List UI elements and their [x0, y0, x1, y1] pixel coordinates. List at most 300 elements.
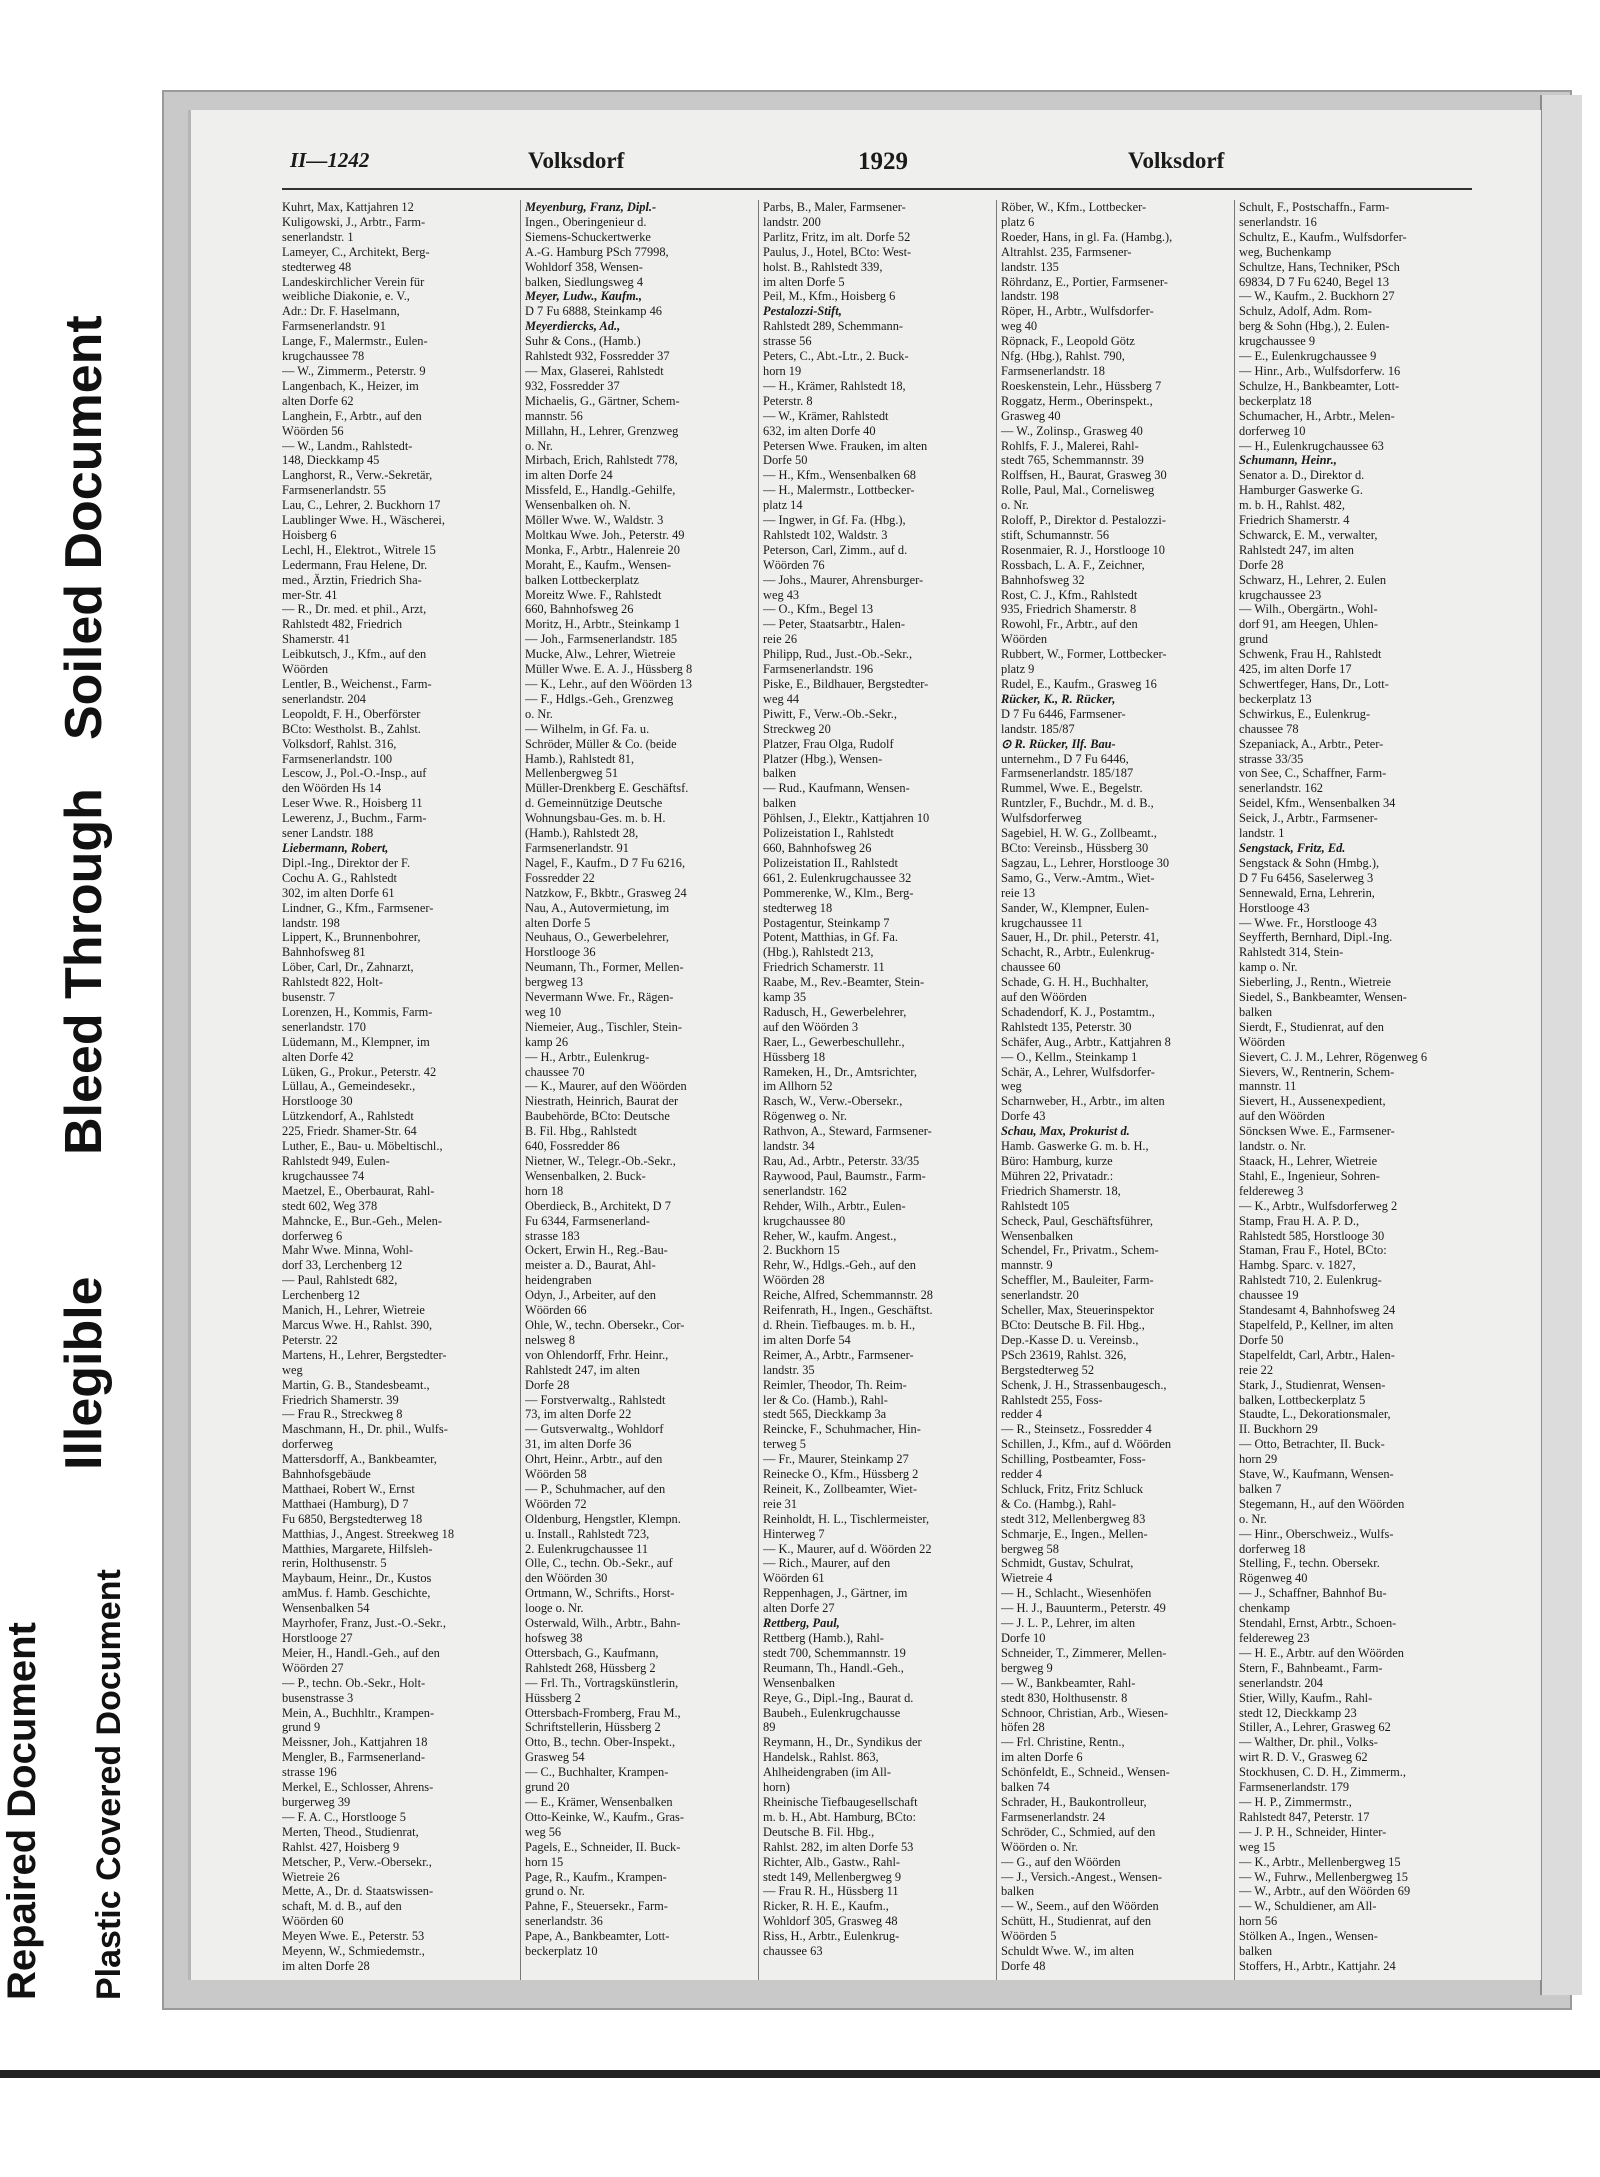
- directory-line: Lippert, K., Brunnenbohrer,: [282, 930, 421, 945]
- directory-line: — Wwe. Fr., Horstlooge 43: [1239, 915, 1377, 930]
- directory-line: Pahne, F., Steuersekr., Farm-: [525, 1899, 668, 1914]
- directory-line: Reppenhagen, J., Gärtner, im: [763, 1586, 908, 1601]
- directory-line: Stendahl, Ernst, Arbtr., Schoen-: [1239, 1616, 1397, 1631]
- directory-line: Richter, Alb., Gastw., Rahl-: [763, 1854, 901, 1869]
- directory-line: Wöörden 27: [282, 1660, 344, 1675]
- directory-line: senerlandstr. 204: [1239, 1675, 1323, 1690]
- directory-line: Wöörden: [1001, 632, 1048, 647]
- directory-line: im alten Dorfe 28: [282, 1958, 370, 1973]
- directory-line: Stahl, E., Ingenieur, Sohren-: [1239, 1168, 1380, 1183]
- directory-line: horn 29: [1239, 1452, 1278, 1467]
- directory-line: Reumann, Th., Handl.-Geh.,: [763, 1660, 904, 1675]
- directory-line: Piske, E., Bildhauer, Bergstedter-: [763, 677, 929, 691]
- directory-line: — G., auf den Wöörden: [1001, 1854, 1121, 1869]
- directory-line: feldereweg 3: [1239, 1183, 1304, 1198]
- directory-line: wirt R. D. V., Grasweg 62: [1239, 1750, 1368, 1765]
- directory-line: landstr. o. Nr.: [1239, 1139, 1307, 1154]
- directory-line: senerlandstr. 36: [525, 1914, 603, 1929]
- repaired-document-label: Repaired Document: [0, 1622, 44, 2000]
- directory-line: senerlandstr. 162: [1239, 781, 1323, 796]
- directory-line: Wöörden 66: [525, 1303, 587, 1318]
- directory-line: Schmarje, E., Ingen., Mellen-: [1001, 1526, 1148, 1541]
- directory-line: dorferweg 6: [282, 1228, 343, 1243]
- directory-line: Müller-Drenkberg E. Geschäftsf.: [525, 781, 689, 796]
- directory-line: — W., Landm., Rahlstedt-: [282, 438, 413, 453]
- directory-line: Scheller, Max, Steuerinspektor: [1001, 1303, 1154, 1318]
- directory-line: o. Nr.: [525, 438, 553, 453]
- directory-line: — Forstverwaltg., Rahlstedt: [525, 1392, 666, 1407]
- directory-line: Sagzau, L., Lehrer, Horstlooge 30: [1001, 855, 1170, 870]
- directory-line: Wulfsdorferweg: [1001, 811, 1082, 826]
- directory-line: Fossredder 22: [525, 870, 595, 885]
- directory-line: Reymann, H., Dr., Syndikus der: [763, 1735, 922, 1750]
- directory-line: — J., Schaffner, Bahnhof Bu-: [1239, 1586, 1387, 1601]
- directory-line: Wohldorf 305, Grasweg 48: [763, 1914, 898, 1929]
- directory-line: — H., Arbtr., Eulenkrug-: [525, 1049, 650, 1064]
- directory-line: landstr. 185/87: [1001, 721, 1075, 736]
- directory-line: Wöörden 72: [525, 1496, 587, 1511]
- directory-line: Niemeier, Aug., Tischler, Stein-: [525, 1019, 682, 1034]
- directory-line: Hamburger Gaswerke G.: [1239, 483, 1363, 498]
- directory-line: Rudel, E., Kaufm., Grasweg 16: [1001, 677, 1157, 691]
- directory-line: stedt 149, Mellenbergweg 9: [763, 1869, 902, 1884]
- directory-line: Rowohl, Fr., Arbtr., auf den: [1001, 617, 1138, 632]
- directory-line: Nagel, F., Kaufm., D 7 Fu 6216,: [525, 855, 686, 870]
- directory-line: & Co. (Hambg.), Rahl-: [1001, 1496, 1116, 1511]
- directory-line: Petersen Wwe. Frauken, im alten: [763, 438, 928, 453]
- directory-line: Baubehörde, BCto: Deutsche: [525, 1109, 670, 1124]
- directory-line: balken, Siedlungsweg 4: [525, 274, 644, 289]
- directory-line: Matthies, Margarete, Hilfsleh-: [282, 1541, 433, 1556]
- directory-line: Stoffers, H., Arbtr., Kattjahr. 24: [1239, 1958, 1396, 1973]
- directory-line: Reher, W., kaufm. Angest.,: [763, 1228, 897, 1243]
- directory-line: grund o. Nr.: [525, 1884, 585, 1899]
- directory-line: chaussee 60: [1001, 960, 1061, 975]
- directory-line: Meyenburg, Franz, Dipl.-: [525, 200, 657, 214]
- directory-line: Mattersdorff, A., Bankbeamter,: [282, 1452, 437, 1467]
- directory-line: Sieberling, J., Rentn., Wietreie: [1239, 975, 1392, 990]
- soiled-document-label: Soiled Document: [55, 315, 113, 740]
- directory-line: Mahncke, E., Bur.-Geh., Melen-: [282, 1213, 443, 1228]
- directory-line: Neuhaus, O., Gewerbelehrer,: [525, 930, 669, 945]
- directory-line: Farmsenerlandstr. 179: [1239, 1780, 1350, 1795]
- directory-line: — Johs., Maurer, Ahrensburger-: [763, 572, 924, 587]
- directory-line: Stegemann, H., auf den Wöörden: [1239, 1496, 1405, 1511]
- directory-line: Wietreie 26: [282, 1869, 340, 1884]
- directory-line: Schadendorf, K. J., Postamtm.,: [1001, 1004, 1155, 1019]
- directory-line: u. Install., Rahlstedt 723,: [525, 1526, 650, 1541]
- directory-line: — Frau R., Streckweg 8: [282, 1407, 403, 1422]
- directory-line: balken: [1239, 1944, 1273, 1959]
- directory-line: im Allhorn 52: [763, 1079, 833, 1094]
- directory-line: Bergstedterweg 52: [1001, 1362, 1095, 1377]
- directory-line: Stelling, F., techn. Obersekr.: [1239, 1556, 1380, 1571]
- directory-line: landstr. 34: [763, 1139, 815, 1154]
- directory-line: Reineit, K., Zollbeamter, Wiet-: [763, 1481, 917, 1496]
- directory-line: weg: [1001, 1079, 1022, 1094]
- directory-line: d. Gemeinnützige Deutsche: [525, 796, 663, 811]
- directory-line: — Gutsverwaltg., Wohldorf: [525, 1422, 664, 1437]
- directory-line: Rathvon, A., Steward, Farmsener-: [763, 1124, 932, 1139]
- directory-line: krugchaussee 80: [763, 1213, 846, 1228]
- directory-line: Wohnungsbau-Ges. m. b. H.: [525, 811, 666, 826]
- directory-line: beckerplatz 10: [525, 1944, 598, 1959]
- directory-line: Hamb. Gaswerke G. m. b. H.,: [1001, 1139, 1149, 1154]
- directory-line: 932, Fossredder 37: [525, 378, 620, 393]
- directory-line: Polizeistation II., Rahlstedt: [763, 855, 898, 870]
- directory-line: — K., Maurer, auf den Wöörden: [525, 1079, 687, 1094]
- directory-line: stedterweg 48: [282, 259, 352, 274]
- directory-line: Sievert, H., Aussenexpedient,: [1239, 1094, 1386, 1109]
- directory-line: Kuligowski, J., Arbtr., Farm-: [282, 214, 426, 229]
- directory-line: Rücker, K., R. Rücker,: [1001, 691, 1116, 706]
- directory-line: Mein, A., Buchhltr., Krampen-: [282, 1705, 435, 1720]
- directory-line: — Fr., Maurer, Steinkamp 27: [763, 1452, 909, 1467]
- directory-line: Mahr Wwe. Minna, Wohl-: [282, 1243, 414, 1258]
- directory-line: Langhein, F., Arbtr., auf den: [282, 408, 422, 423]
- directory-line: Meyerdiercks, Ad.,: [525, 319, 621, 334]
- directory-line: looge o. Nr.: [525, 1601, 584, 1616]
- directory-line: — W., Kaufm., 2. Buckhorn 27: [1239, 289, 1395, 304]
- directory-line: Grasweg 40: [1001, 408, 1061, 423]
- directory-line: — E., Eulenkrugchaussee 9: [1239, 349, 1377, 364]
- directory-line: Stapelfeldt, Carl, Arbtr., Halen-: [1239, 1347, 1395, 1362]
- directory-line: Mellenbergweg 51: [525, 766, 619, 781]
- directory-line: — H., Schlacht., Wiesenhöfen: [1001, 1586, 1152, 1601]
- directory-line: Rehder, Wilh., Arbtr., Eulen-: [763, 1198, 906, 1213]
- directory-line: Moltkau Wwe. Joh., Peterstr. 49: [525, 527, 685, 542]
- directory-line: Reimler, Theodor, Th. Reim-: [763, 1377, 907, 1392]
- directory-line: Lorenzen, H., Kommis, Farm-: [282, 1004, 433, 1019]
- directory-line: strasse 183: [525, 1228, 580, 1243]
- directory-line: Grasweg 54: [525, 1750, 585, 1765]
- directory-line: Schluck, Fritz, Fritz Schluck: [1001, 1481, 1144, 1496]
- directory-line: Hüssberg 2: [525, 1690, 581, 1705]
- directory-line: BCto: Deutsche B. Fil. Hbg.,: [1001, 1317, 1145, 1332]
- directory-line: Lange, F., Malermstr., Eulen-: [282, 334, 428, 349]
- directory-line: Leibkutsch, J., Kfm., auf den: [282, 647, 427, 662]
- directory-line: Rheinische Tiefbaugesellschaft: [763, 1794, 918, 1809]
- directory-line: Lüken, G., Prokur., Peterstr. 42: [282, 1064, 437, 1079]
- directory-line: Scheffler, M., Bauleiter, Farm-: [1001, 1273, 1154, 1288]
- directory-line: — Frl. Christine, Rentn.,: [1001, 1735, 1125, 1750]
- directory-line: 425, im alten Dorfe 17: [1239, 662, 1352, 677]
- directory-line: Farmsenerlandstr. 100: [282, 751, 393, 766]
- directory-line: strasse 196: [282, 1765, 337, 1780]
- directory-line: 225, Friedr. Shamer-Str. 64: [282, 1124, 417, 1139]
- directory-line: landstr. 35: [763, 1362, 815, 1377]
- directory-line: Pöhlsen, J., Elektr., Kattjahren 10: [763, 811, 930, 826]
- directory-line: Cochu A. G., Rahlstedt: [282, 870, 397, 885]
- directory-line: Stark, J., Studienrat, Wensen-: [1239, 1377, 1386, 1392]
- directory-line: Schneider, T., Zimmerer, Mellen-: [1001, 1645, 1167, 1660]
- directory-line: auf den Wöörden 3: [763, 1019, 859, 1034]
- directory-line: Manich, H., Lehrer, Wietreie: [282, 1303, 425, 1318]
- directory-line: feldereweg 23: [1239, 1631, 1310, 1645]
- directory-line: Nevermann Wwe. Fr., Rägen-: [525, 990, 674, 1005]
- directory-line: Schumann, Heinr.,: [1239, 453, 1337, 468]
- directory-line: Farmsenerlandstr. 91: [525, 840, 629, 855]
- directory-line: Reiche, Alfred, Schemmannstr. 28: [763, 1288, 933, 1303]
- directory-line: Missfeld, E., Handlg.-Gehilfe,: [525, 483, 676, 498]
- directory-line: landstr. 198: [1001, 289, 1059, 304]
- directory-line: — R., Dr. med. et phil., Arzt,: [282, 602, 427, 617]
- directory-line: Wöörden 58: [525, 1467, 587, 1482]
- directory-line: Rahlstedt 247, im alten: [1239, 542, 1354, 557]
- directory-line: Lechl, H., Elektrot., Witrele 15: [282, 542, 436, 557]
- directory-line: Horstlooge 43: [1239, 900, 1310, 915]
- directory-line: Friedrich Shamerstr. 18,: [1001, 1183, 1121, 1198]
- directory-line: Schrader, H., Baukontrolleur,: [1001, 1794, 1147, 1809]
- directory-line: Schütt, H., Studienrat, auf den: [1001, 1914, 1152, 1929]
- directory-line: 31, im alten Dorfe 36: [525, 1437, 632, 1452]
- directory-line: — W., Fuhrw., Mellenbergweg 15: [1239, 1869, 1408, 1884]
- directory-line: mannstr. 9: [1001, 1258, 1053, 1273]
- directory-line: Pape, A., Bankbeamter, Lott-: [525, 1929, 670, 1944]
- directory-line: — H., Kfm., Wensenbalken 68: [763, 468, 916, 483]
- directory-line: Rolffsen, H., Baurat, Grasweg 30: [1001, 468, 1167, 483]
- directory-line: — H., Eulenkrugchaussee 63: [1239, 438, 1384, 453]
- directory-line: Handelsk., Rahlst. 863,: [763, 1750, 879, 1765]
- directory-line: Röpnack, F., Leopold Götz: [1001, 334, 1135, 349]
- directory-line: weibliche Diakonie, e. V.,: [282, 289, 410, 304]
- directory-line: Rahlstedt 932, Fossredder 37: [525, 349, 670, 364]
- directory-line: Suhr & Cons., (Hamb.): [525, 334, 641, 349]
- directory-line: balken 74: [1001, 1780, 1050, 1795]
- directory-line: balken: [763, 766, 797, 781]
- directory-line: Metscher, P., Verw.-Obersekr.,: [282, 1854, 432, 1869]
- directory-line: Szepaniack, A., Arbtr., Peter-: [1239, 736, 1384, 751]
- directory-line: Raer, L., Gewerbeschullehr.,: [763, 1034, 905, 1049]
- directory-line: Matthaei (Hamburg), D 7: [282, 1496, 409, 1511]
- directory-line: krugchaussee 23: [1239, 587, 1322, 602]
- directory-line: Farmsenerlandstr. 185/187: [1001, 766, 1134, 781]
- directory-line: BCto: Westholst. B., Zahlst.: [282, 721, 421, 736]
- directory-line: Rahlstedt 847, Peterstr. 17: [1239, 1809, 1370, 1824]
- directory-line: Söncksen Wwe. E., Farmsener-: [1239, 1124, 1395, 1139]
- directory-line: d. Rhein. Tiefbauges. m. b. H.,: [763, 1317, 916, 1332]
- directory-line: 661, 2. Eulenkrugchaussee 32: [763, 870, 912, 885]
- directory-line: Friedrich Shamerstr. 39: [282, 1392, 399, 1407]
- directory-line: den Wöörden 30: [525, 1571, 608, 1586]
- directory-line: mannstr. 11: [1239, 1079, 1297, 1094]
- directory-line: Friedrich Shamerstr. 4: [1239, 513, 1350, 528]
- directory-line: Langhorst, R., Verw.-Sekretär,: [282, 468, 433, 483]
- directory-line: — Peter, Staatsarbtr., Halen-: [763, 617, 905, 632]
- directory-line: — Rich., Maurer, auf den: [763, 1556, 891, 1571]
- directory-line: stedt 830, Holthusenstr. 8: [1001, 1690, 1128, 1705]
- directory-line: Siemens-Schuckertwerke: [525, 229, 651, 244]
- directory-line: reie 22: [1239, 1362, 1274, 1377]
- right-running-title: Volksdorf: [1128, 148, 1225, 173]
- directory-line: dorf 33, Lerchenberg 12: [282, 1258, 403, 1273]
- directory-line: rerin, Holthusenstr. 5: [282, 1556, 387, 1571]
- directory-line: Rögenweg o. Nr.: [763, 1109, 847, 1124]
- directory-line: den Wöörden Hs 14: [282, 781, 382, 796]
- header-rule: [282, 188, 1472, 190]
- directory-line: Schwarz, H., Lehrer, 2. Eulen: [1239, 572, 1387, 587]
- directory-line: Schuldt Wwe. W., im alten: [1001, 1944, 1134, 1959]
- directory-line: — W., Seem., auf den Wöörden: [1001, 1899, 1159, 1914]
- directory-line: dorferweg 10: [1239, 423, 1306, 438]
- directory-line: — Max, Glaserei, Rahlstedt: [525, 363, 664, 378]
- directory-line: Leopoldt, F. H., Oberförster: [282, 706, 421, 721]
- directory-line: Wöörden 60: [282, 1914, 344, 1929]
- directory-line: Schwenk, Frau H., Rahlstedt: [1239, 647, 1382, 662]
- left-running-title: Volksdorf: [528, 148, 625, 173]
- directory-line: 632, im alten Dorfe 40: [763, 423, 876, 438]
- directory-line: Schulz, Adolf, Adm. Rom-: [1239, 304, 1372, 319]
- directory-line: landstr. 198: [282, 915, 340, 930]
- directory-line: Schau, Max, Prokurist d.: [1001, 1124, 1130, 1139]
- directory-line: stedt 765, Schemmannstr. 39: [1001, 453, 1144, 468]
- directory-line: strasse 56: [763, 334, 812, 349]
- directory-line: D 7 Fu 6888, Steinkamp 46: [525, 304, 662, 319]
- directory-line: nelsweg 8: [525, 1332, 575, 1347]
- directory-line: — K., Arbtr., Mellenbergweg 15: [1239, 1854, 1401, 1869]
- directory-line: Lindner, G., Kfm., Farmsener-: [282, 900, 434, 915]
- directory-line: Schär, A., Lehrer, Wulfsdorfer-: [1001, 1064, 1155, 1079]
- directory-line: Leser Wwe. R., Hoisberg 11: [282, 796, 423, 811]
- directory-line: Möller Wwe. W., Waldstr. 3: [525, 513, 664, 528]
- directory-line: hofsweg 38: [525, 1631, 583, 1645]
- directory-line: Monka, F., Arbtr., Halenreie 20: [525, 542, 680, 557]
- column-3: [758, 200, 995, 1980]
- directory-line: — W., Krämer, Rahlstedt: [763, 408, 889, 423]
- directory-line: Oberdieck, B., Architekt, D 7: [525, 1198, 671, 1213]
- directory-line: Röber, W., Kfm., Lottbecker-: [1001, 200, 1147, 214]
- directory-line: Sander, W., Klempner, Eulen-: [1001, 900, 1150, 915]
- directory-line: Reincke, F., Schuhmacher, Hin-: [763, 1422, 921, 1437]
- directory-line: Löber, Carl, Dr., Zahnarzt,: [282, 960, 414, 975]
- directory-line: krugchaussee 11: [1001, 915, 1083, 930]
- directory-line: — Hinr., Arb., Wulfsdorferw. 16: [1239, 363, 1401, 378]
- column-5: [1234, 200, 1471, 1980]
- directory-line: Lerchenberg 12: [282, 1288, 360, 1303]
- directory-line: Shamerstr. 41: [282, 632, 351, 647]
- directory-line: Olle, C., techn. Ob.-Sekr., auf: [525, 1556, 673, 1571]
- directory-line: Wohldorf 358, Wensen-: [525, 259, 643, 274]
- directory-line: Stier, Willy, Kaufm., Rahl-: [1239, 1690, 1373, 1705]
- directory-line: Otto, B., techn. Ober-Inspekt.,: [525, 1735, 676, 1750]
- directory-line: Wensenbalken 54: [282, 1601, 370, 1616]
- directory-line: Fu 6344, Farmsenerland-: [525, 1213, 650, 1228]
- directory-line: Peterstr. 22: [282, 1332, 338, 1347]
- directory-line: strasse 33/35: [1239, 751, 1304, 766]
- directory-line: o. Nr.: [525, 706, 553, 721]
- directory-line: stedt 700, Schemmannstr. 19: [763, 1645, 906, 1660]
- directory-line: Schröder, Müller & Co. (beide: [525, 736, 677, 751]
- directory-line: 640, Fossredder 86: [525, 1139, 620, 1154]
- directory-line: — H. E., Arbtr. auf den Wöörden: [1239, 1645, 1404, 1660]
- directory-line: senerlandstr. 162: [763, 1183, 847, 1198]
- directory-line: Platzer (Hbg.), Wensen-: [763, 751, 883, 766]
- directory-line: Piwitt, F., Verw.-Ob.-Sekr.,: [763, 706, 897, 721]
- directory-line: unternehm., D 7 Fu 6446,: [1001, 751, 1129, 766]
- directory-line: — Joh., Farmsenerlandstr. 185: [525, 632, 678, 647]
- directory-line: Bahnhofsgebäude: [282, 1467, 371, 1482]
- directory-line: kamp o. Nr.: [1239, 960, 1298, 975]
- directory-line: busenstr. 7: [282, 990, 336, 1005]
- directory-line: heidengraben: [525, 1273, 592, 1288]
- directory-line: BCto: Vereinsb., Hüssberg 30: [1001, 840, 1149, 855]
- directory-line: Stiller, A., Lehrer, Grasweg 62: [1239, 1720, 1391, 1735]
- directory-line: Maetzel, E., Oberbaurat, Rahl-: [282, 1183, 435, 1198]
- directory-line: Merkel, E., Schlosser, Ahrens-: [282, 1780, 434, 1795]
- directory-line: Horstlooge 27: [282, 1631, 353, 1645]
- directory-line: Schumacher, H., Arbtr., Melen-: [1239, 408, 1395, 423]
- directory-line: Millahn, H., Lehrer, Grenzweg: [525, 423, 679, 438]
- directory-line: Dorfe 50: [763, 453, 808, 468]
- directory-line: Reye, G., Dipl.-Ing., Baurat d.: [763, 1690, 914, 1705]
- directory-line: Pagels, E., Schneider, II. Buck-: [525, 1839, 681, 1854]
- directory-line: Dorfe 50: [1239, 1332, 1284, 1347]
- directory-line: Sengstack & Sohn (Hmbg.),: [1239, 855, 1380, 870]
- directory-line: Otto-Keinke, W., Kaufm., Gras-: [525, 1809, 684, 1824]
- directory-line: Wöörden: [1239, 1034, 1286, 1049]
- directory-line: senerlandstr. 1: [282, 229, 354, 244]
- directory-line: Rahlstedt 255, Foss-: [1001, 1392, 1103, 1407]
- directory-line: D 7 Fu 6446, Farmsener-: [1001, 706, 1126, 721]
- directory-line: Postagentur, Steinkamp 7: [763, 915, 890, 930]
- directory-line: Stölken A., Ingen., Wensen-: [1239, 1929, 1378, 1944]
- directory-line: Ortmann, W., Schrifts., Horst-: [525, 1586, 675, 1601]
- directory-line: Horstlooge 36: [525, 945, 596, 960]
- directory-line: ⊙ R. Rücker, Ilf. Bau-: [1001, 736, 1116, 751]
- directory-line: Nau, A., Autovermietung, im: [525, 900, 670, 915]
- directory-line: Niestrath, Heinrich, Baurat der: [525, 1094, 679, 1109]
- directory-line: Ingen., Oberingenieur d.: [525, 214, 647, 229]
- directory-line: stift, Schumannstr. 56: [1001, 527, 1110, 542]
- directory-line: Schulze, H., Bankbeamter, Lott-: [1239, 378, 1400, 393]
- directory-line: Dipl.-Ing., Direktor der F.: [282, 855, 411, 870]
- directory-line: alten Dorfe 42: [282, 1049, 354, 1064]
- directory-line: II. Buckhorn 29: [1239, 1422, 1318, 1437]
- directory-line: bergweg 9: [1001, 1660, 1053, 1675]
- directory-line: von Ohlendorff, Frhr. Heinr.,: [525, 1347, 669, 1362]
- directory-line: mer-Str. 41: [282, 587, 338, 602]
- directory-line: Pestalozzi-Stift,: [763, 304, 842, 319]
- directory-line: PSch 23619, Rahlst. 326,: [1001, 1347, 1127, 1362]
- directory-line: Rehr, W., Hdlgs.-Geh., auf den: [763, 1258, 916, 1273]
- directory-line: im alten Dorfe 24: [525, 468, 613, 483]
- directory-line: Wöörden o. Nr.: [1001, 1839, 1079, 1854]
- directory-line: Rahlstedt 585, Horstlooge 30: [1239, 1228, 1385, 1243]
- directory-line: busenstrasse 3: [282, 1690, 354, 1705]
- directory-line: Peterson, Carl, Zimm., auf d.: [763, 542, 908, 557]
- directory-line: 2. Eulenkrugchaussee 11: [525, 1541, 649, 1556]
- directory-line: Seidel, Kfm., Wensenbalken 34: [1239, 796, 1396, 811]
- directory-line: bergweg 58: [1001, 1541, 1059, 1556]
- directory-line: Maybaum, Heinr., Dr., Kustos: [282, 1571, 432, 1586]
- directory-line: Wensenbalken: [763, 1675, 835, 1690]
- directory-line: Raywood, Paul, Baumstr., Farm-: [763, 1168, 926, 1183]
- directory-line: Mühren 22, Privatadr.:: [1001, 1168, 1114, 1183]
- directory-line: — E., Krämer, Wensenbalken: [525, 1794, 673, 1809]
- directory-line: auf den Wöörden: [1001, 990, 1087, 1005]
- directory-line: Luther, E., Bau- u. Möbeltischl.,: [282, 1139, 443, 1154]
- directory-line: Hambg. Sparc. v. 1827,: [1239, 1258, 1356, 1273]
- directory-line: terweg 5: [763, 1437, 807, 1452]
- directory-line: Dorfe 10: [1001, 1631, 1046, 1645]
- directory-line: Ohle, W., techn. Obersekr., Cor-: [525, 1317, 685, 1332]
- directory-line: Laublinger Wwe. H., Wäscherei,: [282, 513, 445, 528]
- directory-line: horn 56: [1239, 1914, 1278, 1929]
- directory-line: Staudte, L., Dekorationsmaler,: [1239, 1407, 1391, 1422]
- directory-line: Rettberg (Hamb.), Rahl-: [763, 1631, 884, 1645]
- directory-line: Schacht, R., Arbtr., Eulenkrug-: [1001, 945, 1155, 960]
- directory-line: Rahlstedt 102, Waldstr. 3: [763, 527, 888, 542]
